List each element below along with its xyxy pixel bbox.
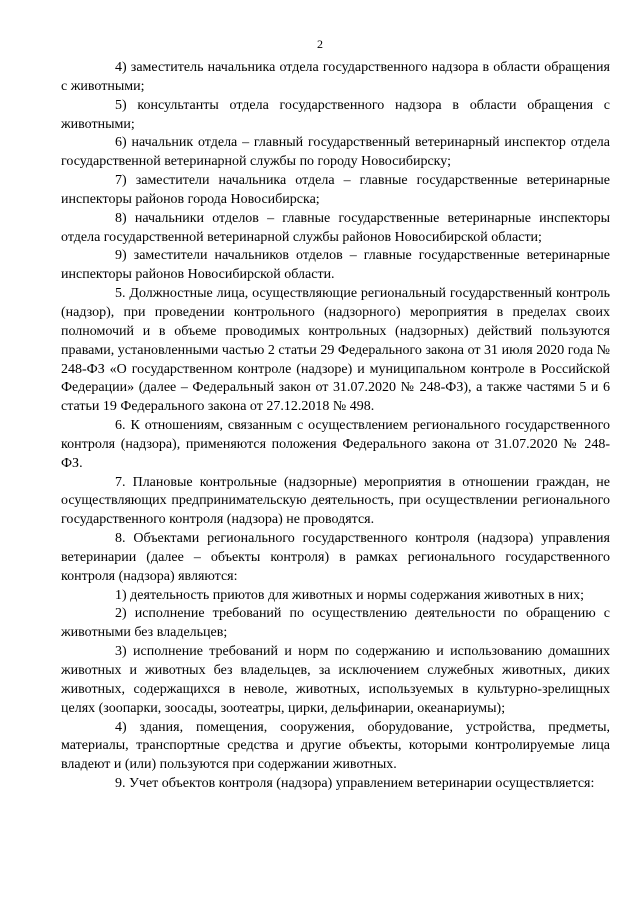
page-number: 2	[317, 37, 323, 51]
list-item-6-head-of-department: 6) начальник отдела – главный государственный ветеринарный инспектор отдела государственной ветеринарной службы по городу Новосибирску;	[61, 135, 610, 170]
list-item-2-ownerless-animals: 2) исполнение требований по осуществлению деятельности по обращению с животными без владельцев;	[61, 606, 610, 641]
list-item-5-consultants: 5) консультанты отдела государственного надзора в области обращения с животными;	[61, 97, 610, 132]
list-item-4-deputy-head: 4) заместитель начальника отдела государственного надзора в области обращения с животными;	[61, 60, 610, 94]
clause-5-officials-rights: 5. Должностные лица, осуществляющие региональный государственный контроль (надзор), при проведении контрольного (надзорного) мероприятия в пределах своих полномочий и в объеме проводимых контрольных (надзорных) действий пользуются правами, установленными частью 2 статьи 29 Федерального закона от 31 июля 2020 года № 248-ФЗ «О государственном контроле (надзоре) и муниципальном контроле в Российской Федерации» (далее – Федеральный закон от 31.07.2020 № 248-ФЗ), а также частями 5 и 6 статьи 19 Федерального закона от 27.12.2018 № 498.	[61, 286, 610, 415]
list-item-9-deputy-heads-region: 9) заместители начальников отделов – главные государственные ветеринарные инспекторы районов Новосибирской области.	[61, 248, 610, 283]
clause-8-control-objects: 8. Объектами регионального государственного контроля (надзора) управления ветеринарии (далее – объекты контроля) в рамках регионального государственного контроля (надзора) являются:	[61, 531, 610, 584]
list-item-8-heads-of-departments: 8) начальники отделов – главные государственные ветеринарные инспекторы отдела государственной ветеринарной службы районов Новосибирской области;	[61, 210, 610, 245]
clause-7-planned-inspections: 7. Плановые контрольные (надзорные) мероприятия в отношении граждан, не осуществляющих предпринимательскую деятельность, при осуществлении регионального государственного контроля (надзора) не проводятся.	[61, 474, 610, 528]
list-item-4-facilities: 4) здания, помещения, сооружения, оборудование, устройства, предметы, материалы, транспортные средства и другие объекты, которыми контролируемые лица владеют и (или) пользуются при содержании животных.	[61, 719, 610, 773]
clause-6-applicable-law: 6. К отношениям, связанным с осуществлением регионального государственного контроля (надзора), применяются положения Федерального закона от 31.07.2020 № 248-ФЗ.	[61, 418, 610, 471]
list-item-7-deputy-heads-city: 7) заместители начальника отдела – главные государственные ветеринарные инспекторы районов города Новосибирска;	[61, 173, 610, 207]
list-item-1-shelters: 1) деятельность приютов для животных и нормы содержания животных в них;	[115, 587, 585, 603]
list-item-3-keeping-requirements: 3) исполнение требований и норм по содержанию и использованию домашних животных и животных без владельцев, за исключением служебных животных, диких животных, содержащихся в неволе, животных, используемых в культурно-зрелищных целях (зоопарки, зоосады, зоотеатры, цирки, дельфинарии, океанариумы);	[61, 644, 610, 716]
clause-9-accounting: 9. Учет объектов контроля (надзора) управлением ветеринарии осуществляется:	[115, 776, 595, 792]
document-body	[61, 59, 610, 794]
